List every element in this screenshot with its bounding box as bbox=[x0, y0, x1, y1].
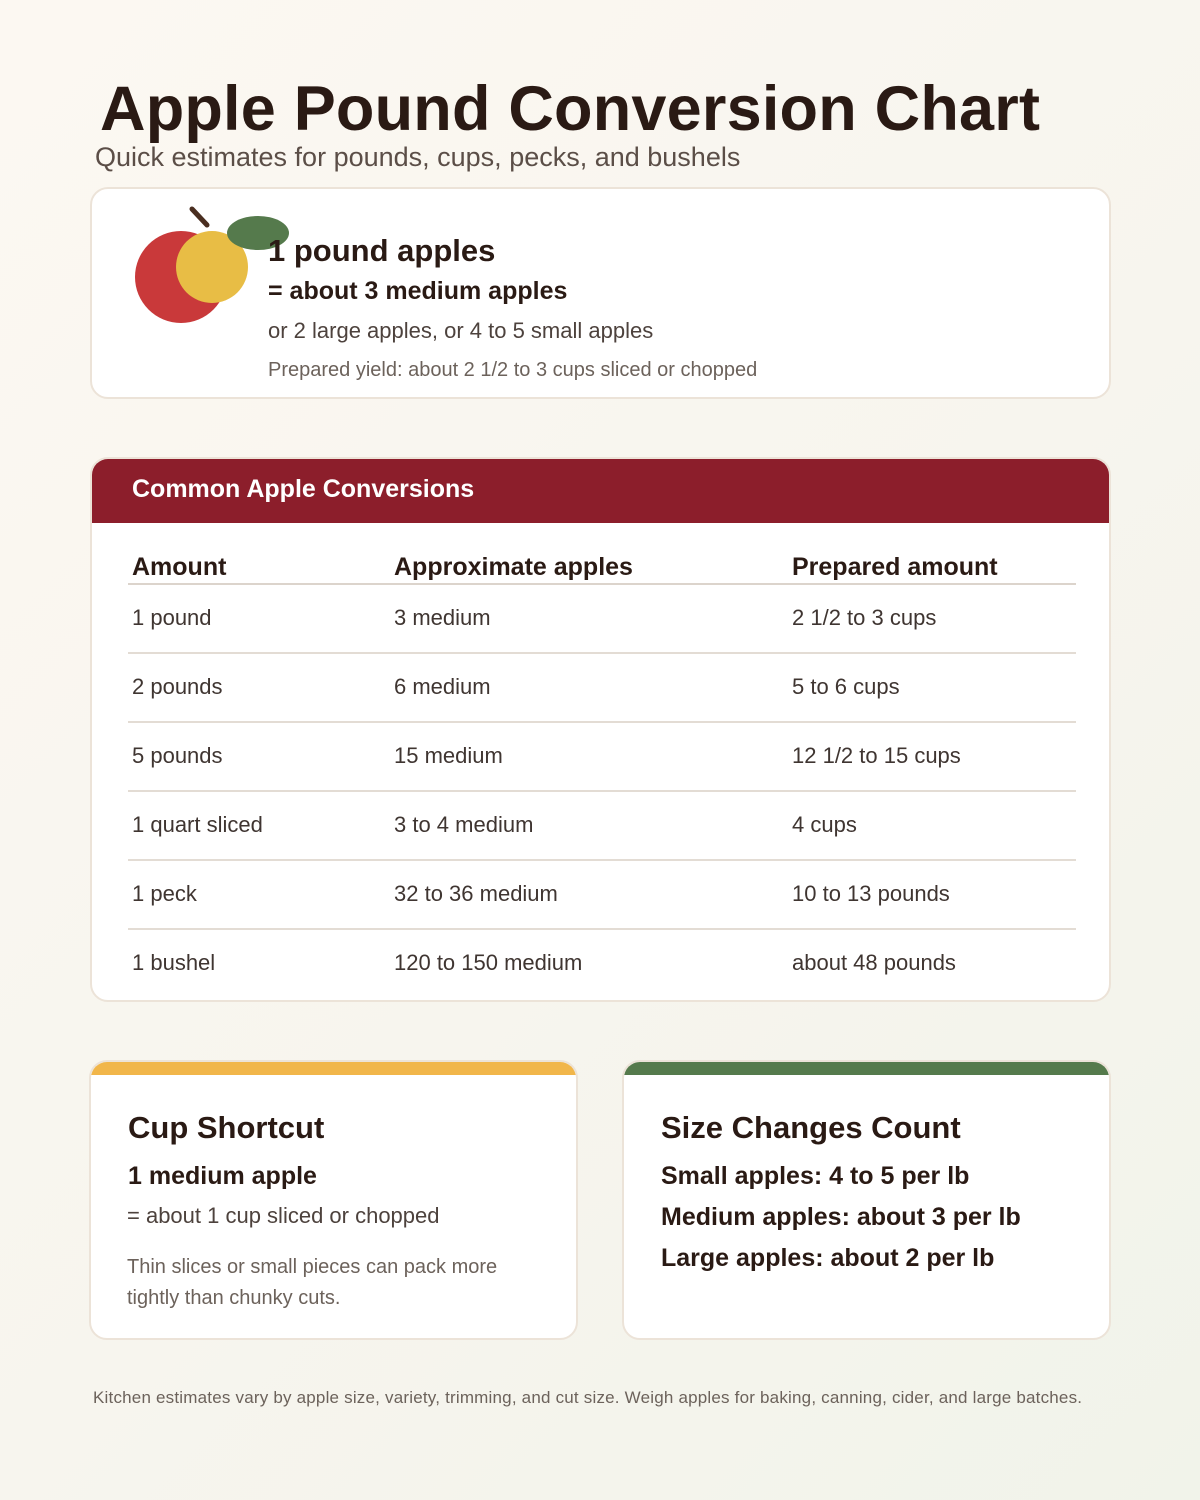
cell-approximate-apples: 3 medium bbox=[394, 605, 491, 630]
page-subtitle: Quick estimates for pounds, cups, pecks, and bushels bbox=[95, 142, 741, 172]
cell-approximate-apples: 120 to 150 medium bbox=[394, 950, 583, 975]
cell-prepared-amount: 4 cups bbox=[792, 812, 857, 837]
cup-shortcut-title: Cup Shortcut bbox=[128, 1110, 325, 1145]
size-changes-accent-bar bbox=[624, 1062, 1109, 1075]
cell-amount: 5 pounds bbox=[132, 743, 223, 768]
cell-approximate-apples: 32 to 36 medium bbox=[394, 881, 558, 906]
size-changes-title: Size Changes Count bbox=[661, 1110, 961, 1145]
size-changes-card bbox=[622, 1060, 1111, 1340]
hero-prepared-yield: Prepared yield: about 2 1/2 to 3 cups sliced or chopped bbox=[268, 359, 758, 381]
size-line-small: Small apples: 4 to 5 per lb bbox=[661, 1162, 970, 1190]
table-row bbox=[128, 654, 1076, 723]
table-row bbox=[128, 792, 1076, 861]
cell-amount: 2 pounds bbox=[132, 674, 223, 699]
cell-prepared-amount: 5 to 6 cups bbox=[792, 674, 900, 699]
conversions-heading: Common Apple Conversions bbox=[132, 475, 475, 503]
table-row bbox=[128, 861, 1076, 930]
cell-amount: 1 bushel bbox=[132, 950, 216, 975]
cell-prepared-amount: 12 1/2 to 15 cups bbox=[792, 743, 961, 768]
cell-approximate-apples: 3 to 4 medium bbox=[394, 812, 534, 837]
cup-shortcut-equivalent: = about 1 cup sliced or chopped bbox=[127, 1203, 440, 1228]
hero-title: 1 pound apples bbox=[268, 233, 496, 268]
page-title: Apple Pound Conversion Chart bbox=[100, 74, 1041, 144]
column-header-approximate-apples: Approximate apples bbox=[394, 553, 633, 581]
cell-amount: 1 peck bbox=[132, 881, 197, 906]
cup-shortcut-accent-bar bbox=[91, 1062, 576, 1075]
hero-alternatives: or 2 large apples, or 4 to 5 small apples bbox=[268, 318, 654, 343]
cell-approximate-apples: 6 medium bbox=[394, 674, 491, 699]
column-header-prepared-amount: Prepared amount bbox=[792, 553, 998, 581]
table-row bbox=[128, 585, 1076, 654]
hero-main-equivalent: = about 3 medium apples bbox=[268, 277, 568, 305]
common-conversions-card bbox=[90, 457, 1111, 1002]
table-row bbox=[128, 930, 1076, 999]
size-line-large: Large apples: about 2 per lb bbox=[661, 1244, 995, 1272]
cup-shortcut-main: 1 medium apple bbox=[128, 1162, 317, 1190]
cell-amount: 1 pound bbox=[132, 605, 212, 630]
size-line-medium: Medium apples: about 3 per lb bbox=[661, 1203, 1021, 1231]
footer-note: Kitchen estimates vary by apple size, variety, trimming, and cut size. Weigh apples for baking, canning, cider, and large batches. bbox=[93, 1388, 1083, 1407]
table-row bbox=[128, 723, 1076, 792]
one-pound-summary-card bbox=[90, 187, 1111, 399]
cup-shortcut-note: Thin slices or small pieces can pack more tightly than chunky cuts. bbox=[127, 1256, 498, 1309]
cell-prepared-amount: 2 1/2 to 3 cups bbox=[792, 605, 937, 630]
column-header-amount: Amount bbox=[132, 553, 227, 581]
cell-prepared-amount: about 48 pounds bbox=[792, 950, 956, 975]
cell-approximate-apples: 15 medium bbox=[394, 743, 503, 768]
cup-shortcut-card bbox=[89, 1060, 578, 1340]
cell-amount: 1 quart sliced bbox=[132, 812, 263, 837]
cell-prepared-amount: 10 to 13 pounds bbox=[792, 881, 950, 906]
conversions-header-bar bbox=[92, 459, 1109, 523]
